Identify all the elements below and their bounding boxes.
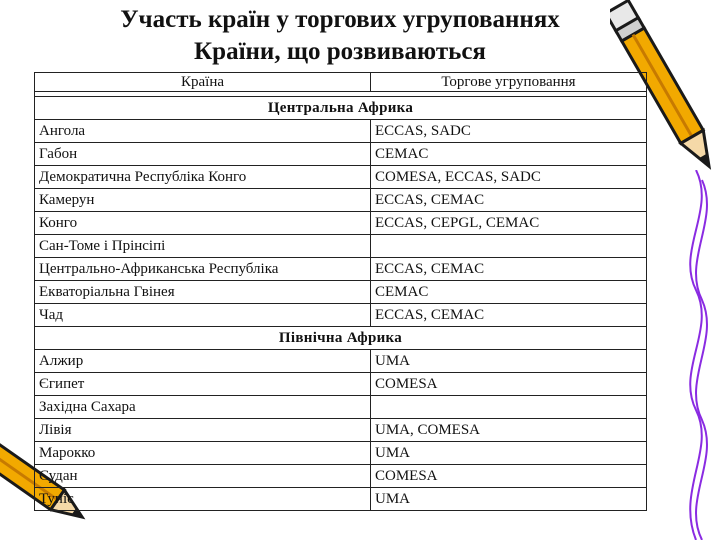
country-cell: Чад <box>35 304 371 327</box>
title-line-1: Участь країн у торгових угрупованнях <box>120 6 560 33</box>
table-row <box>35 143 647 166</box>
country-cell: Демократична Республіка Конго <box>35 166 371 189</box>
country-cell: Марокко <box>35 442 371 465</box>
table-row <box>35 281 647 304</box>
table-row <box>35 212 647 235</box>
group-cell: CEMAC <box>371 281 647 304</box>
country-cell: Алжир <box>35 350 371 373</box>
group-cell: UMA <box>371 488 647 511</box>
table-row <box>35 258 647 281</box>
group-cell: COMESA <box>371 373 647 396</box>
table-row <box>35 120 647 143</box>
country-cell: Габон <box>35 143 371 166</box>
country-cell: Екваторіальна Гвінея <box>35 281 371 304</box>
group-cell: ECCAS, CEPGL, CEMAC <box>371 212 647 235</box>
group-cell: UMA <box>371 350 647 373</box>
country-cell: Конго <box>35 212 371 235</box>
group-cell <box>371 235 647 258</box>
region-row <box>35 327 647 350</box>
country-cell: Центрально-Африканська Республіка <box>35 258 371 281</box>
group-cell: COMESA, ECCAS, SADC <box>371 166 647 189</box>
country-cell: Лівія <box>35 419 371 442</box>
country-cell: Ангола <box>35 120 371 143</box>
group-cell: ECCAS, CEMAC <box>371 304 647 327</box>
table-row <box>35 396 647 419</box>
header-country: Країна <box>35 73 371 92</box>
country-cell: Камерун <box>35 189 371 212</box>
trade-groups-table <box>34 72 647 511</box>
group-cell: ECCAS, CEMAC <box>371 189 647 212</box>
title-line-2: Країни, що розвиваються <box>194 38 486 65</box>
table-row <box>35 166 647 189</box>
group-cell: ECCAS, SADC <box>371 120 647 143</box>
group-cell: UMA, COMESA <box>371 419 647 442</box>
group-cell: ECCAS, CEMAC <box>371 258 647 281</box>
group-cell: COMESA <box>371 465 647 488</box>
region-row <box>35 97 647 120</box>
page-title <box>0 4 680 68</box>
country-cell: Західна Сахара <box>35 396 371 419</box>
table-row <box>35 442 647 465</box>
table-row <box>35 189 647 212</box>
region-heading: Центральна Африка <box>35 97 647 120</box>
table-row <box>35 304 647 327</box>
table-row <box>35 350 647 373</box>
group-cell: CEMAC <box>371 143 647 166</box>
country-cell: Єгипет <box>35 373 371 396</box>
group-cell: UMA <box>371 442 647 465</box>
table-row <box>35 488 647 511</box>
header-trade-group: Торгове угруповання <box>371 73 647 92</box>
table-row <box>35 373 647 396</box>
table-row <box>35 419 647 442</box>
table-header-row <box>35 73 647 92</box>
table-row <box>35 235 647 258</box>
region-heading: Північна Африка <box>35 327 647 350</box>
spiral-binding-icon <box>676 170 716 540</box>
country-cell: Судан <box>35 465 371 488</box>
group-cell <box>371 396 647 419</box>
table-row <box>35 465 647 488</box>
country-cell: Сан-Томе і Прінсіпі <box>35 235 371 258</box>
country-cell: Туніс <box>35 488 371 511</box>
